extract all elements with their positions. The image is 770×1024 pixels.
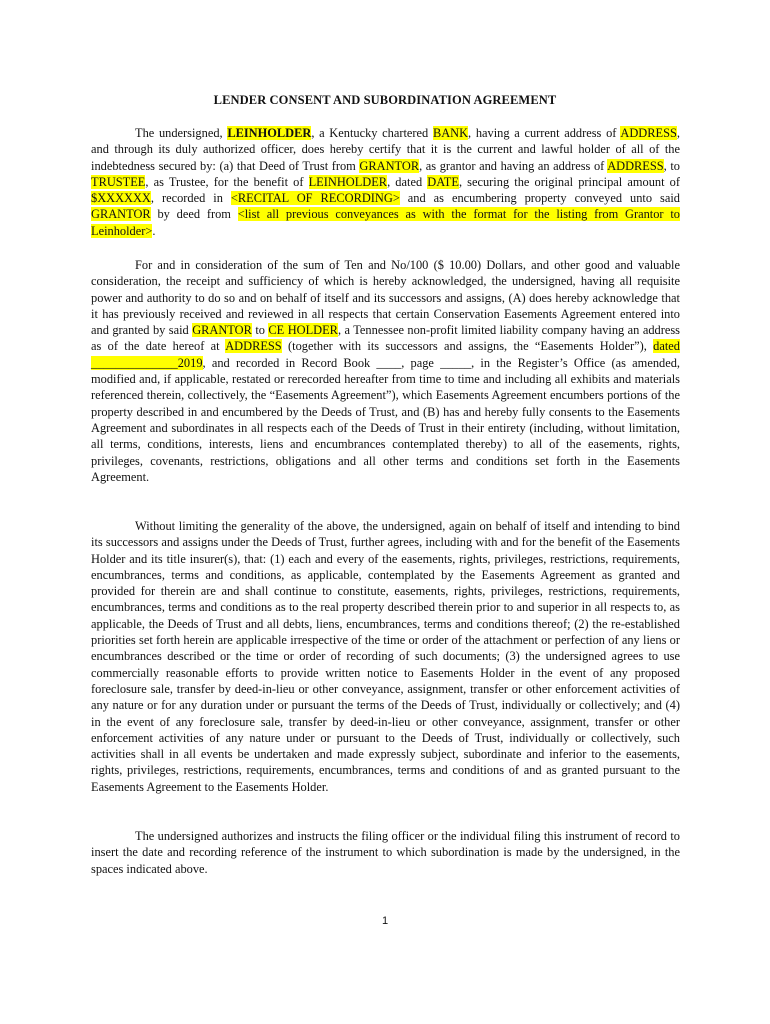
text: , to bbox=[663, 158, 680, 173]
document-title: LENDER CONSENT AND SUBORDINATION AGREEMENT bbox=[213, 93, 557, 107]
placeholder-address: ADDRESS bbox=[620, 126, 677, 140]
text: . bbox=[152, 223, 156, 238]
placeholder-date: DATE bbox=[427, 174, 459, 189]
paragraph-consideration bbox=[91, 257, 680, 485]
text: to bbox=[251, 323, 269, 338]
text: by deed from bbox=[150, 207, 238, 222]
placeholder-trustee: TRUSTEE bbox=[91, 174, 146, 189]
text: and as encumbering property conveyed unto said bbox=[399, 191, 680, 206]
placeholder-ce-holder: CE HOLDER bbox=[268, 323, 338, 338]
placeholder-address: ADDRESS bbox=[225, 339, 282, 354]
text: For and in consideration of the sum of Ten and No/100 ($ 10.00) Dollars, and other good and valuable consideration, the receipt and sufficiency of which is hereby acknowledged, the undersigned, having all requisite power and authority to do so and on behalf of itself and its successors and assigns, (A) does hereby acknowledge that it has previously received and reviewed in all respects that certain Conservation Easements Agreement entered into and granted by said bbox=[91, 258, 680, 338]
text: , having a current address of bbox=[468, 126, 621, 140]
text: , recorded in bbox=[150, 191, 231, 206]
placeholder-grantor: GRANTOR bbox=[192, 323, 252, 338]
paragraph-further-agreements: Without limiting the generality of the above, the undersigned, again on behalf of itself and intending to bind its successors and assigns under the Deeds of Trust, further agrees, including with and for the benefit of the Easements Holder and its title insurer(s), that: (1) each and every of the easements, rights, privileges, restrictions, requirements, encumbrances, terms and conditions, as applicable, contemplated by the Easements Agreement as granted and provided for therein are and shall continue to constitute, easements, rights, privileges, restrictions, requirements, encumbrances, terms and conditions as to the real property described therein prior to and superior in all respects to, as applicable, the Deeds of Trust and all debts, liens, encumbrances, terms and conditions thereof; (2) the re-established priorities set forth herein are applicable irrespective of the time or order of the attachment or perfection of any liens or encumbrances described or the time or order of recording of such documents; (3) the undersigned agrees to use commercially reasonable efforts to provide written notice to Easements Holder in the event of any proposed foreclosure sale, transfer by deed-in-lieu or other conveyance, assignment, transfer or other enforcement activities of any nature or for any duration under or pursuant the terms of the Deeds of Trust, individually or collectively; and (4) in the event of any foreclosure sale, transfer by deed-in-lieu or other conveyance, assignment, transfer or other enforcement activities of any nature under or pursuant to the Deeds of Trust, individually or collectively, such activities shall in all events be undertaken and made expressly subject, subordinate and inferior to the easements, rights, privileges, restrictions, requirements, encumbrances, terms and conditions of and as granted pursuant to the Easements Agreement to the Easements Holder. bbox=[91, 519, 680, 794]
paragraph-filing-instructions: The undersigned authorizes and instructs the filing officer or the individual filing this instrument of record to insert the date and recording reference of the instrument to which subordination is made by the undersigned, in the spaces indicated above. bbox=[91, 829, 680, 876]
page-number: 1 bbox=[381, 915, 389, 927]
text: , as grantor and having an address of bbox=[419, 158, 608, 173]
text: , and through its duly authorized officer, does hereby certify that it is the current and lawful holder of all of the indebtedness secured by: (a) that Deed of Trust from bbox=[91, 126, 680, 173]
placeholder-recital-of-recording: <RECITAL OF RECORDING> bbox=[230, 191, 400, 206]
placeholder-grantor: GRANTOR bbox=[359, 158, 420, 173]
placeholder-principal-amount: $XXXXXX bbox=[91, 191, 151, 206]
placeholder-dated: dated ______________2019 bbox=[91, 339, 680, 370]
text: , a Kentucky chartered bbox=[311, 126, 433, 140]
placeholder-grantor: GRANTOR bbox=[91, 207, 151, 222]
text: , and recorded in Record Book ____, page _____, in the Register’s Office (as amended, modified and, if applicable, restated or rerecorded hereafter from time to time and including all exhibits and materials referenced therein, collectively, the “Easements Agreement”), which Easements Agreement encumbers portions of the property described in and encumbered by the Deeds of Trust, and (B) has and hereby fully consents to the Easements Agreement and subordinates in all respects each of the Deeds of Trust in their entirety (including, without limitation, all terms, conditions, interests, liens and encumbrances contemplated thereby) to all of the easements, rights, privileges, covenants, restrictions, obligations and all other terms and conditions set forth in the Easements Agreement. bbox=[91, 355, 680, 484]
text: , securing the original principal amount of bbox=[458, 174, 680, 189]
text: , dated bbox=[387, 174, 428, 189]
placeholder-bank: BANK bbox=[432, 126, 469, 140]
placeholder-leinholder: LEINHOLDER bbox=[227, 126, 312, 140]
placeholder-conveyances-list: <list all previous conveyances as with the format for the listing from Grantor to Leinholder> bbox=[91, 207, 680, 238]
text: The undersigned, bbox=[135, 126, 228, 140]
placeholder-address: ADDRESS bbox=[607, 158, 664, 173]
placeholder-leinholder: LEINHOLDER bbox=[308, 174, 388, 189]
text: , as Trustee, for the benefit of bbox=[145, 174, 309, 189]
paragraph-certification bbox=[91, 125, 680, 239]
text: (together with its successors and assigns, the “Easements Holder”), bbox=[281, 339, 654, 354]
text: , a Tennessee non-profit limited liability company having an address as of the date hereof at bbox=[91, 323, 680, 354]
